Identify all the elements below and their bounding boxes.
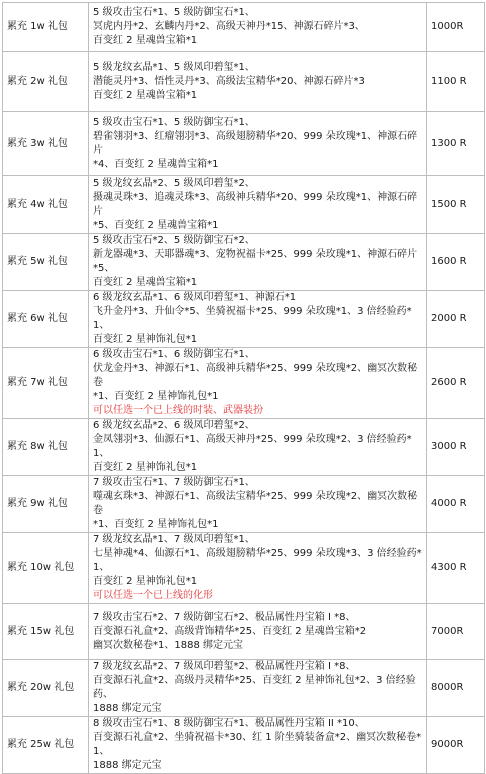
reward-table [2, 2, 485, 774]
table-row [3, 291, 485, 348]
contents-line: 碧雀翎羽*3、红瘤翎羽*3、高级翅膀精华*20、999 朵玫瑰*1、神源石碎片 [93, 130, 418, 156]
package-price: 1600 R [427, 234, 485, 291]
package-contents [89, 291, 427, 348]
package-contents [89, 3, 427, 52]
package-name: 累充 5w 礼包 [3, 234, 89, 291]
package-name: 累充 20w 礼包 [3, 660, 89, 717]
contents-line: 7 级龙纹玄晶*1、7 级凤印碧玺*1、 [93, 534, 255, 545]
package-name: 累充 1w 礼包 [3, 3, 89, 52]
table-row [3, 348, 485, 419]
contents-line: 6 级龙纹玄晶*2、6 级凤印碧玺*2、 [93, 420, 255, 431]
package-price: 2000 R [427, 291, 485, 348]
contents-line: 伏龙金丹*3、神源石*1、高级神兵精华*25、999 朵玫瑰*2、幽冥次数秘卷 [93, 363, 418, 388]
contents-line: 幽冥次数秘卷*1、1888 绑定元宝 [93, 639, 243, 651]
package-name: 累充 6w 礼包 [3, 291, 89, 348]
contents-line: 金凤翎羽*3、仙源石*1、高级天神丹*25、999 朵玫瑰*2、3 倍经验药*1、 [93, 434, 412, 459]
contents-line: *1、百变红 2 星神饰礼包*1 [93, 519, 219, 530]
table-row [3, 176, 485, 234]
package-price: 1000R [427, 3, 485, 52]
table-row [3, 660, 485, 717]
contents-line: 5 级攻击宝石*2、5 级防御宝石*2、 [93, 235, 255, 246]
package-contents [89, 660, 427, 717]
contents-line: 百变源石礼盒*2、高级丹灵精华*25、百变红 2 星神饰礼包*2、3 倍经验药、 [93, 675, 416, 700]
contents-line: 7 级攻击宝石*2、7 级防御宝石*2、极品属性丹宝箱 I *8、 [93, 611, 356, 623]
contents-line: 七星神魂*4、仙源石*1、高级翅膀精华*25、999 朵玫瑰*3、3 倍经验药*1、 [93, 548, 422, 573]
package-price: 3000 R [427, 419, 485, 476]
bonus-note: 可以任选一个已上线的时装、武器装扮 [93, 405, 263, 416]
package-name: 累充 9w 礼包 [3, 476, 89, 533]
contents-line: 5 级龙纹玄晶*1、5 级凤印碧玺*1、 [93, 61, 255, 73]
package-price: 1300 R [427, 112, 485, 176]
contents-line: 5 级龙纹玄晶*2、5 级凤印碧玺*2、 [93, 177, 255, 189]
package-contents [89, 52, 427, 112]
package-price: 9000R [427, 717, 485, 774]
package-contents [89, 533, 427, 604]
table-row [3, 112, 485, 176]
package-name: 累充 3w 礼包 [3, 112, 89, 176]
contents-line: *4、百变红 2 星魂兽宝箱*1 [93, 158, 219, 170]
contents-line: 百变红 2 星神饰礼包*1 [93, 462, 198, 473]
table-row [3, 234, 485, 291]
table-row [3, 604, 485, 660]
contents-line: 摄魂灵珠*3、追魂灵珠*3、高级神兵精华*20、999 朵玫瑰*1、神源石碎片 [93, 191, 418, 217]
contents-line: 5 级攻击宝石*1、5 级防御宝石*1、 [93, 116, 255, 128]
package-name: 累充 8w 礼包 [3, 419, 89, 476]
contents-line: *5、百变红 2 星魂兽宝箱*1 [93, 219, 219, 231]
package-price: 4300 R [427, 533, 485, 604]
package-contents [89, 234, 427, 291]
package-name: 累充 4w 礼包 [3, 176, 89, 234]
contents-line: 8 级攻击宝石*1、8 级防御宝石*1、极品属性丹宝箱 II *10、 [93, 718, 365, 729]
contents-line: 冥虎内丹*2、玄麟内丹*2、高级天神丹*15、神源石碎片*3、 [93, 21, 365, 32]
package-price: 8000R [427, 660, 485, 717]
package-price: 7000R [427, 604, 485, 660]
contents-line: 潜能灵丹*3、悟性灵丹*3、高级法宝精华*20、神源石碎片*3 [93, 75, 365, 87]
package-name: 累充 7w 礼包 [3, 348, 89, 419]
contents-line: 噬魂玄珠*3、神源石*1、高级法宝精华*25、999 朵玫瑰*2、幽冥次数秘卷 [93, 491, 418, 516]
contents-line: 6 级龙纹玄晶*1、6 级凤印碧玺*1、神源石*1 [93, 292, 297, 303]
package-contents [89, 419, 427, 476]
contents-line: 百变红 2 星魂兽宝箱*1 [93, 89, 198, 101]
package-price: 1100 R [427, 52, 485, 112]
package-name: 累充 10w 礼包 [3, 533, 89, 604]
contents-line: 5 级攻击宝石*1、5 级防御宝石*1、 [93, 7, 255, 18]
table-row [3, 52, 485, 112]
contents-line: 6 级攻击宝石*1、6 级防御宝石*1、 [93, 349, 255, 360]
contents-line: 百变源石礼盒*2、坐骑祝福卡*30、红 1 阶坐骑装备盒*2、幽冥次数秘卷*1、 [93, 732, 422, 757]
table-row [3, 717, 485, 774]
table-row [3, 533, 485, 604]
package-name: 累充 15w 礼包 [3, 604, 89, 660]
package-price: 4000 R [427, 476, 485, 533]
contents-line: 百变红 2 星神饰礼包*1 [93, 576, 198, 587]
bonus-note: 可以任选一个已上线的化形 [93, 590, 213, 601]
contents-line: 飞升金丹*3、升仙令*5、坐骑祝福卡*25、999 朵玫瑰*1、3 倍经验药*1、 [93, 306, 412, 331]
table-row [3, 419, 485, 476]
contents-line: *1、百变红 2 星神饰礼包*1 [93, 391, 219, 402]
package-name: 累充 25w 礼包 [3, 717, 89, 774]
contents-line: 1888 绑定元宝 [93, 760, 162, 771]
package-contents [89, 717, 427, 774]
package-price: 2600 R [427, 348, 485, 419]
contents-line: 7 级龙纹玄晶*2、7 级凤印碧玺*2、极品属性丹宝箱 I *8、 [93, 661, 356, 672]
contents-line: 新龙器魂*3、天耶器魂*3、宠物祝福卡*25、999 朵玫瑰*1、神源石碎片*5、 [93, 249, 418, 274]
table-row [3, 3, 485, 52]
contents-line: 百变源石礼盒*2、高级背饰精华*25、百变红 2 星魂兽宝箱*2 [93, 625, 367, 637]
package-price: 1500 R [427, 176, 485, 234]
contents-line: 百变红 2 星魂兽宝箱*1 [93, 277, 198, 288]
contents-line: 1888 绑定元宝 [93, 703, 162, 714]
reward-table-body [3, 3, 485, 774]
package-contents [89, 476, 427, 533]
package-contents [89, 348, 427, 419]
contents-line: 7 级攻击宝石*1、7 级防御宝石*1、 [93, 477, 255, 488]
contents-line: 百变红 2 星魂兽宝箱*1 [93, 35, 198, 46]
package-contents [89, 112, 427, 176]
package-contents [89, 604, 427, 660]
contents-line: 百变红 2 星神饰礼包*1 [93, 334, 198, 345]
table-row [3, 476, 485, 533]
package-name: 累充 2w 礼包 [3, 52, 89, 112]
package-contents [89, 176, 427, 234]
